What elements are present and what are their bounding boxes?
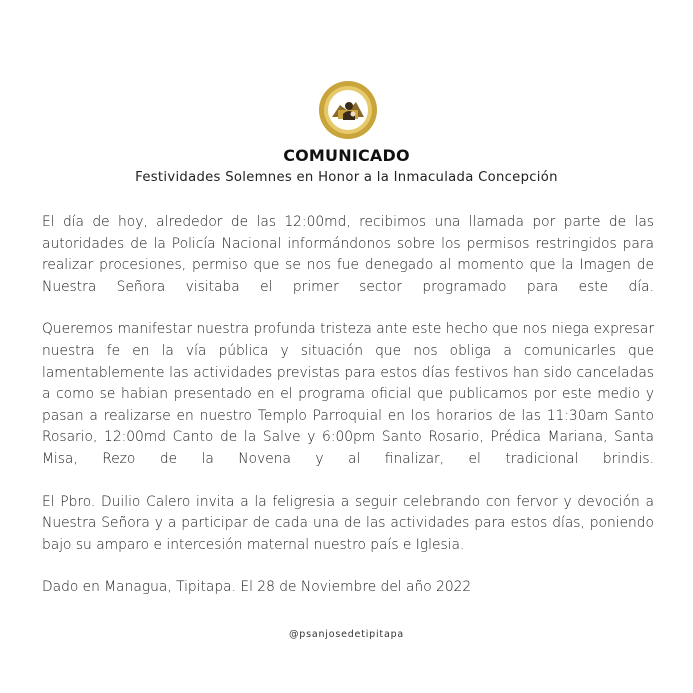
communique-body bbox=[42, 212, 654, 620]
social-handle: @psanjosedetipitapa bbox=[288, 629, 405, 640]
paragraph-police-notice: El día de hoy, alrededor de las 12:00md, recibimos una llamada por parte de las autoridades de la Policía Nacional informándonos sobre los permisos restringidos para realizar procesiones, permiso que se nos fue denegado al momento que la Imagen de Nuestra Señora visitaba el primer sector programado para este día. bbox=[42, 214, 654, 295]
paragraph-sadness-schedule: Queremos manifestar nuestra profunda tristeza ante este hecho que nos niega expresar nuestra fe en la vía pública y situación que nos obliga a comunicarles que lamentablemente las actividades previstas para estos días festivos han sido canceladas a como se habian presentado en el programa oficial que publicamos por este medio y pasan a realizarse en nuestro Templo Parroquial en los horarios de las 11:30am Santo Rosario, 12:00md Canto de la Salve y 6:00pm Santo Rosario, Prédica Mariana, Santa Misa, Rezo de la Novena y al finalizar, el tradicional brindis. bbox=[42, 321, 654, 467]
paragraph-date-place: Dado en Managua, Tipitapa. El 28 de Noviembre del año 2022 bbox=[42, 579, 472, 596]
page-subtitle: Festividades Solemnes en Honor a la Inmaculada Concepción bbox=[135, 170, 558, 185]
parish-seal-icon bbox=[318, 80, 378, 140]
paragraph-invitation: El Pbro. Duilio Calero invita a la feligresia a seguir celebrando con fervor y devoción a Nuestra Señora y a participar de cada una de las actividades para estos días, poniendo bajo su amparo e intercesión maternal nuestro país e Iglesia. bbox=[42, 493, 654, 553]
page-title: COMUNICADO bbox=[283, 146, 410, 165]
